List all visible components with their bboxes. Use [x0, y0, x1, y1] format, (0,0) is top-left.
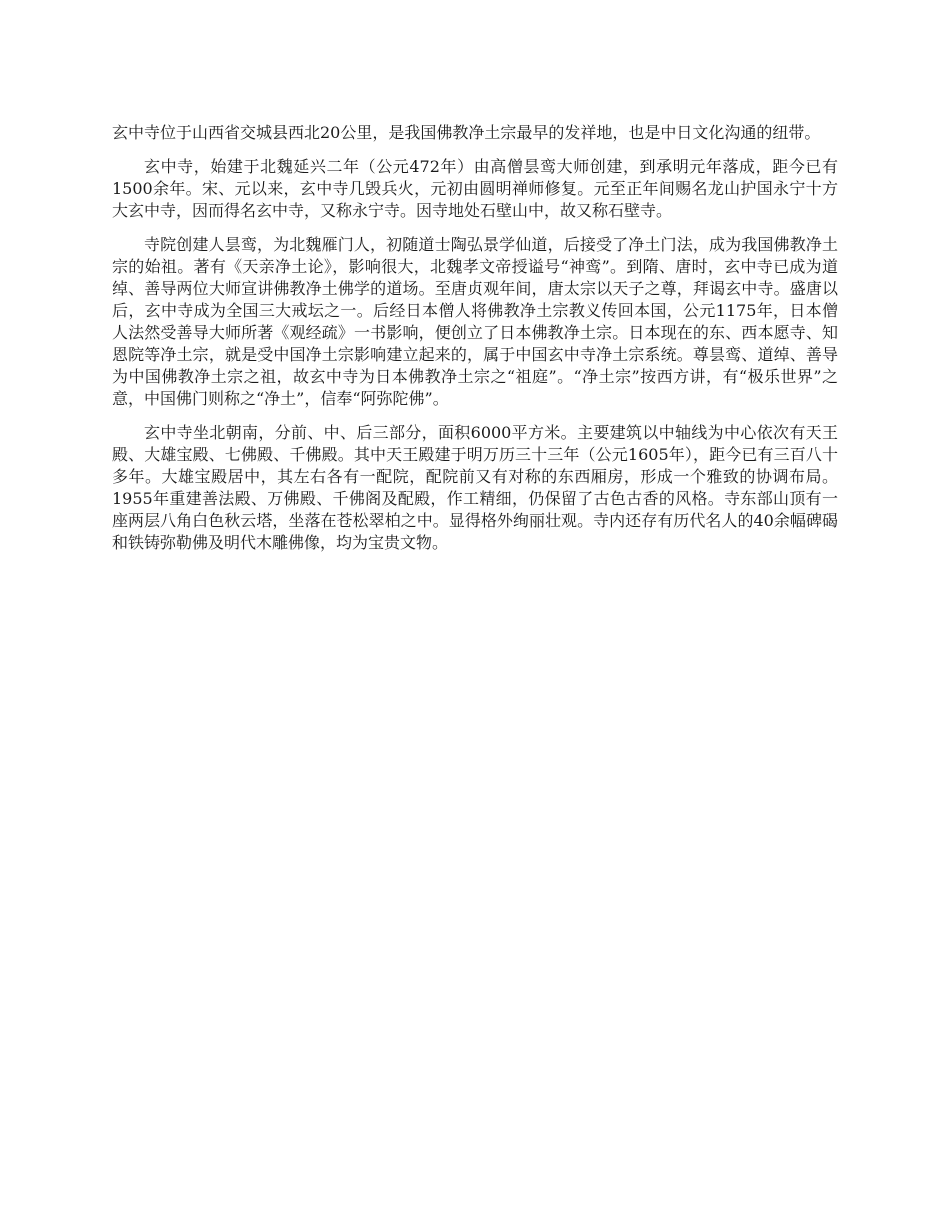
paragraph-architecture: 玄中寺坐北朝南，分前、中、后三部分，面积6000平方米。主要建筑以中轴线为中心依次有天王殿、大雄宝殿、七佛殿、千佛殿。其中天王殿建于明万历三十三年（公元1605年），距今已有三百八十多年。大雄宝殿居中，其左右各有一配院，配院前又有对称的东西厢房，形成一个雅致的协调布局。1955年重建善法殿、万佛殿、千佛阁及配殿，作工精细，仍保留了古色古香的风格。寺东部山顶有一座两层八角白色秋云塔，坐落在苍松翠柏之中。显得格外绚丽壮观。寺内还存有历代名人的40余幅碑碣和铁铸弥勒佛及明代木雕佛像，均为宝贵文物。: [112, 423, 838, 552]
paragraph-intro: 玄中寺位于山西省交城县西北20公里，是我国佛教净土宗最早的发祥地，也是中日文化沟通的纽带。: [112, 123, 821, 142]
paragraph-history: 玄中寺，始建于北魏延兴二年（公元472年）由高僧昙鸾大师创建，到承明元年落成，距今已有1500余年。宋、元以来，玄中寺几毁兵火，元初由圆明禅师修复。元至正年间赐名龙山护国永宁十方大玄中寺，因而得名玄中寺，又称永宁寺。因寺地处石壁山中，故又称石壁寺。: [112, 157, 838, 220]
document-body: [112, 122, 838, 566]
paragraph-founder: 寺院创建人昙鸾，为北魏雁门人，初随道士陶弘景学仙道，后接受了净土门法，成为我国佛教净土宗的始祖。著有《天亲净土论》，影响很大，北魏孝文帝授谥号“神鸾”。到隋、唐时，玄中寺已成为道绰、善导两位大师宣讲佛教净土佛学的道场。至唐贞观年间，唐太宗以天子之尊，拜谒玄中寺。盛唐以后，玄中寺成为全国三大戒坛之一。后经日本僧人将佛教净土宗教义传回本国，公元1175年，日本僧人法然受善导大师所著《观经疏》一书影响，便创立了日本佛教净土宗。日本现在的东、西本愿寺、知恩院等净土宗，就是受中国净土宗影响建立起来的，属于中国玄中寺净土宗系统。尊昙鸾、道绰、善导为中国佛教净土宗之祖，故玄中寺为日本佛教净土宗之“祖庭”。“净土宗”按西方讲，有“极乐世界”之意，中国佛门则称之“净土”，信奉“阿弥陀佛”。: [112, 235, 838, 408]
